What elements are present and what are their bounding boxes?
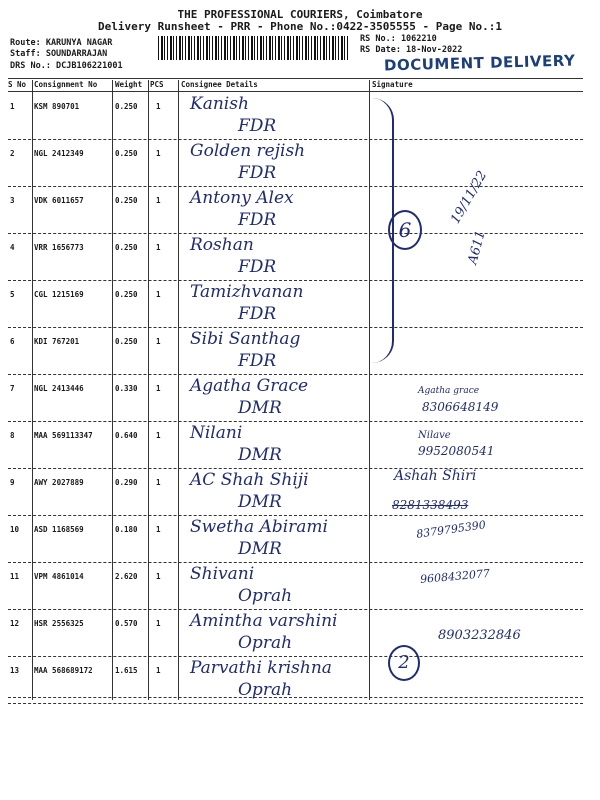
row-consignee-name: Roshan	[190, 235, 254, 255]
row-sno: 9	[10, 478, 15, 487]
company-title: THE PROFESSIONAL COURIERS, Coimbatore	[177, 8, 423, 21]
row-sno: 2	[10, 149, 15, 158]
row-sno: 4	[10, 243, 15, 252]
row-consignment-no: NGL 2413446	[34, 384, 84, 393]
row-consignment-no: VPM 4861014	[34, 572, 84, 581]
row-weight: 0.250	[115, 337, 138, 346]
row-weight: 1.615	[115, 666, 138, 675]
row-separator	[8, 515, 583, 516]
row-sno: 10	[10, 525, 20, 534]
row-sno: 12	[10, 619, 20, 628]
col-consignment: Consignment No	[34, 80, 98, 89]
row-separator	[8, 421, 583, 422]
signature-11-phone: 9608432077	[419, 566, 491, 587]
row-weight: 0.250	[115, 196, 138, 205]
row-consignment-no: KDI 767201	[34, 337, 80, 346]
row-consignment-no: MAA 569113347	[34, 431, 93, 440]
row-pcs: 1	[156, 102, 161, 111]
signature-group1-count: 6	[388, 210, 422, 250]
row-consignment-no: CGL 1215169	[34, 290, 84, 299]
row-consignment-no: HSR 2556325	[34, 619, 84, 628]
signature-8-phone: 9952080541	[418, 444, 495, 458]
row-sno: 5	[10, 290, 15, 299]
row-pcs: 1	[156, 666, 161, 675]
row-consignee-dest: DMR	[238, 492, 282, 512]
signature-9-name: Ashah Shiri	[394, 468, 477, 484]
runsheet-title: Delivery Runsheet - PRR - Phone No.:0422-3505555 - Page No.:1	[98, 20, 502, 33]
row-consignee-dest: DMR	[238, 398, 282, 418]
row-consignee-name: AC Shah Shiji	[190, 470, 309, 490]
col-divider	[32, 80, 33, 700]
barcode	[158, 36, 348, 60]
drs-label: DRS No.: DCJB106221001	[10, 61, 123, 71]
col-divider	[112, 80, 113, 700]
col-sno: S No	[8, 80, 27, 89]
row-pcs: 1	[156, 384, 161, 393]
rs-number: RS No.: 1062210	[360, 34, 437, 44]
row-separator	[8, 609, 583, 610]
row-separator	[8, 374, 583, 375]
row-separator	[8, 327, 583, 328]
row-sno: 11	[10, 572, 20, 581]
row-consignee-dest: FDR	[238, 304, 277, 324]
row-weight: 0.250	[115, 243, 138, 252]
col-consignee: Consignee Details	[181, 80, 258, 89]
row-consignment-no: ASD 1168569	[34, 525, 84, 534]
row-pcs: 1	[156, 243, 161, 252]
col-signature: Signature	[372, 80, 413, 89]
signature-group1-code: A611	[465, 229, 489, 266]
row-pcs: 1	[156, 525, 161, 534]
row-consignment-no: AWY 2027889	[34, 478, 84, 487]
row-sno: 3	[10, 196, 15, 205]
row-separator	[8, 233, 583, 234]
row-pcs: 1	[156, 337, 161, 346]
header-top-rule	[8, 78, 583, 79]
row-consignee-dest: Oprah	[238, 680, 293, 700]
row-consignee-name: Kanish	[190, 94, 249, 114]
row-pcs: 1	[156, 619, 161, 628]
row-pcs: 1	[156, 196, 161, 205]
row-consignee-name: Agatha Grace	[190, 376, 309, 396]
row-consignee-name: Sibi Santhag	[190, 329, 301, 349]
row-consignee-dest: FDR	[238, 116, 277, 136]
rs-date: RS Date: 18-Nov-2022	[360, 45, 463, 55]
row-separator	[8, 468, 583, 469]
row-consignment-no: NGL 2412349	[34, 149, 84, 158]
row-consignment-no: MAA 568689172	[34, 666, 93, 675]
row-consignment-no: KSM 890701	[34, 102, 80, 111]
row-pcs: 1	[156, 572, 161, 581]
signature-9-phone: 8281338493	[392, 498, 469, 512]
signature-8-name: Nilave	[418, 430, 451, 441]
row-sno: 13	[10, 666, 20, 675]
col-weight: Weight	[115, 80, 143, 89]
row-weight: 0.180	[115, 525, 138, 534]
row-pcs: 1	[156, 290, 161, 299]
row-consignee-name: Golden rejish	[190, 141, 306, 161]
row-consignee-dest: FDR	[238, 257, 277, 277]
row-weight: 0.250	[115, 102, 138, 111]
row-weight: 0.640	[115, 431, 138, 440]
row-consignment-no: VDK 6011657	[34, 196, 84, 205]
row-pcs: 1	[156, 149, 161, 158]
row-separator	[8, 139, 583, 140]
row-consignee-name: Parvathi krishna	[190, 658, 332, 678]
row-consignee-dest: FDR	[238, 351, 277, 371]
row-consignee-name: Amintha varshini	[190, 611, 338, 631]
col-divider	[178, 80, 179, 700]
row-separator	[8, 562, 583, 563]
row-separator	[8, 703, 583, 704]
col-divider	[369, 80, 370, 700]
col-pcs: PCS	[150, 80, 164, 89]
row-separator	[8, 280, 583, 281]
row-consignee-dest: FDR	[238, 163, 277, 183]
row-consignee-name: Swetha Abirami	[190, 517, 328, 537]
header-bottom-rule	[8, 91, 583, 92]
row-sno: 8	[10, 431, 15, 440]
row-weight: 0.250	[115, 290, 138, 299]
row-consignee-name: Shivani	[190, 564, 255, 584]
table-bottom-rule	[8, 697, 583, 698]
row-pcs: 1	[156, 431, 161, 440]
staff-label: Staff: SOUNDARRAJAN	[10, 49, 108, 59]
row-weight: 0.330	[115, 384, 138, 393]
row-consignee-dest: Oprah	[238, 633, 293, 653]
row-weight: 0.250	[115, 149, 138, 158]
row-sno: 6	[10, 337, 15, 346]
row-pcs: 1	[156, 478, 161, 487]
signature-group2-count: 2	[388, 645, 420, 681]
row-consignee-name: Antony Alex	[190, 188, 294, 208]
row-weight: 0.570	[115, 619, 138, 628]
route-label: Route: KARUNYA NAGAR	[10, 38, 113, 48]
document-delivery-stamp: DOCUMENT DELIVERY	[383, 51, 576, 75]
row-consignment-no: VRR 1656773	[34, 243, 84, 252]
row-separator	[8, 186, 583, 187]
col-divider	[148, 80, 149, 700]
row-consignee-name: Nilani	[190, 423, 243, 443]
row-separator	[8, 656, 583, 657]
row-sno: 1	[10, 102, 15, 111]
signature-12-phone: 8903232846	[438, 628, 521, 643]
row-consignee-dest: FDR	[238, 210, 277, 230]
row-consignee-dest: DMR	[238, 445, 282, 465]
row-weight: 0.290	[115, 478, 138, 487]
signature-7-phone: 8306648149	[422, 400, 499, 414]
row-consignee-name: Tamizhvanan	[190, 282, 304, 302]
signature-group1-date: 19/11/22	[448, 168, 491, 227]
row-consignee-dest: DMR	[238, 539, 282, 559]
row-weight: 2.620	[115, 572, 138, 581]
row-sno: 7	[10, 384, 15, 393]
signature-10-phone: 8379795390	[415, 518, 487, 541]
signature-7-name: Agatha grace	[418, 386, 480, 396]
row-consignee-dest: Oprah	[238, 586, 293, 606]
